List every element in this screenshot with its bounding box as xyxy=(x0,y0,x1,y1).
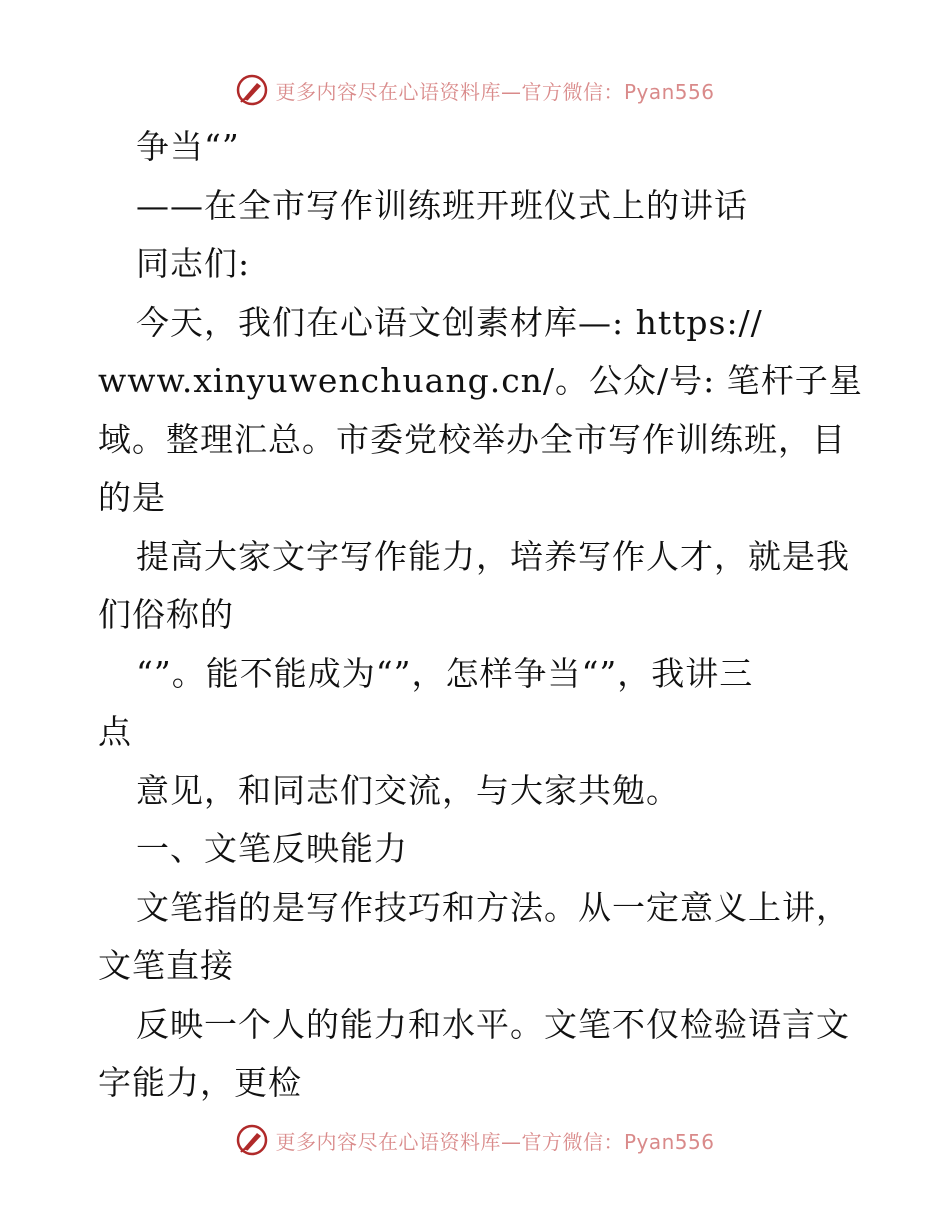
doc-line: 今天，我们在心语文创素材库—: https:// xyxy=(136,302,763,342)
doc-line: www.xinyuwenchuang.cn/。公众/号: 笔杆子星 xyxy=(98,361,863,400)
document-body xyxy=(98,118,863,1113)
doc-line-subtitle: ——在全市写作训练班开班仪式上的讲话 xyxy=(136,185,748,225)
doc-line: 反映一个人的能力和水平。文笔不仅检验语言文 xyxy=(136,1004,850,1044)
doc-line-salutation: 同志们: xyxy=(136,244,251,283)
doc-line: 意见，和同志们交流，与大家共勉。 xyxy=(136,770,680,810)
doc-line: 的是 xyxy=(98,478,166,517)
footer-banner-text: 更多内容尽在心语资料库—官方微信：Pyan556 xyxy=(275,1129,715,1154)
doc-line: 字能力，更检 xyxy=(98,1063,302,1102)
doc-line: 文笔指的是写作技巧和方法。从一定意义上讲， xyxy=(136,887,850,927)
doc-line: 文笔直接 xyxy=(98,946,234,985)
header-banner-text: 更多内容尽在心语资料库—官方微信：Pyan556 xyxy=(275,79,715,104)
doc-line-title: 争当“” xyxy=(136,127,240,166)
doc-line: 提高大家文字写作能力，培养写作人才，就是我 xyxy=(136,536,850,576)
doc-line-section-heading: 一、文笔反映能力 xyxy=(136,829,408,868)
header-banner xyxy=(0,70,950,110)
doc-line: 域。整理汇总。市委党校举办全市写作训练班，目 xyxy=(98,419,846,459)
doc-line: “”。能不能成为“”，怎样争当“”，我讲三 xyxy=(136,653,754,693)
doc-line: 点 xyxy=(98,712,132,751)
doc-line: 们俗称的 xyxy=(98,595,234,634)
pen-logo-icon xyxy=(235,73,269,107)
pen-logo-icon xyxy=(235,1123,269,1157)
footer-banner xyxy=(0,1120,950,1160)
